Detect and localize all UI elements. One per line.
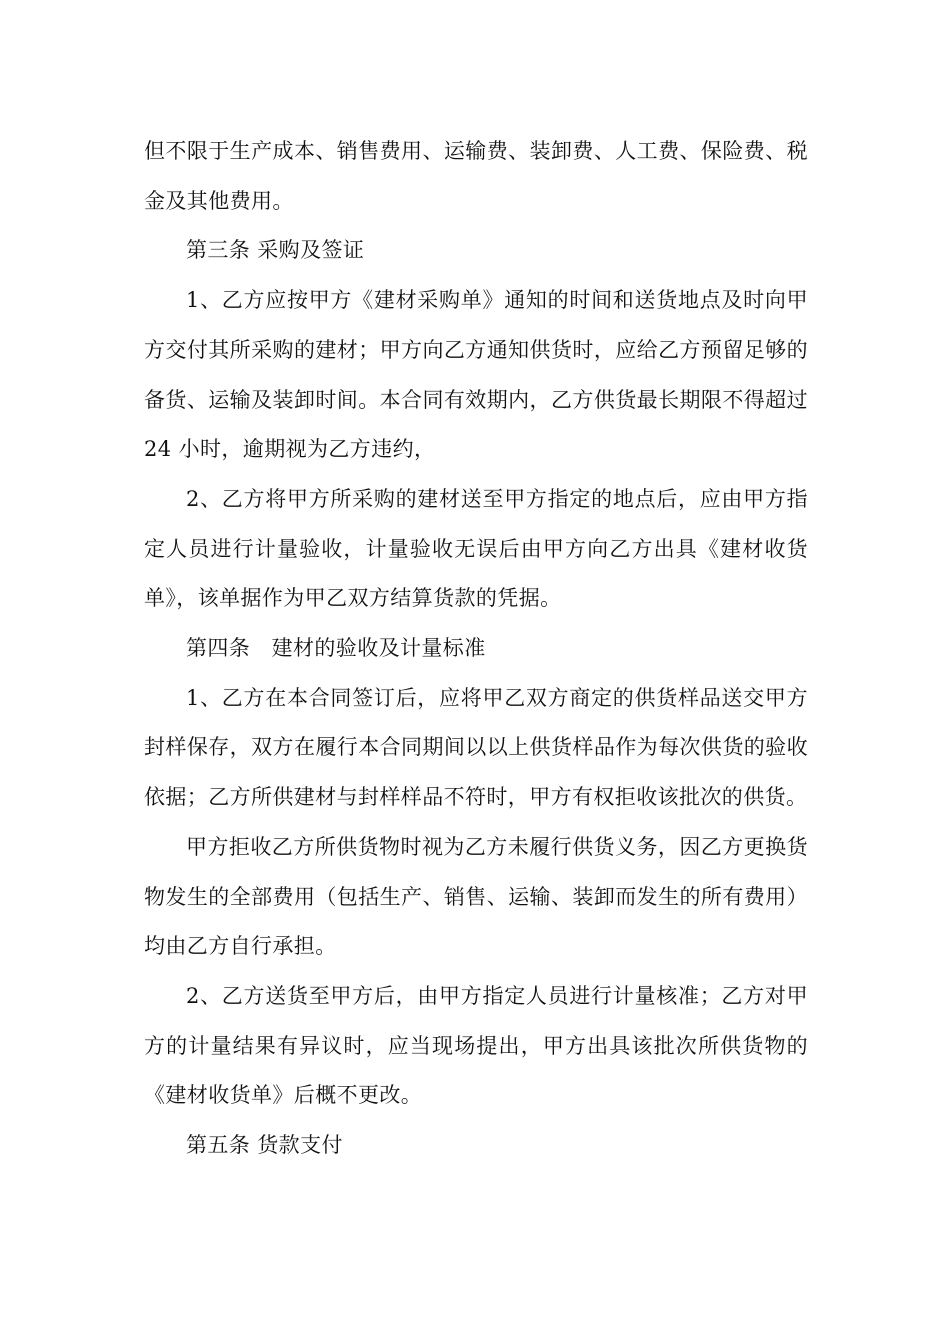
paragraph-3-2: 2、乙方将甲方所采购的建材送至甲方指定的地点后，应由甲方指定人员进行计量验收，计量验收无误后由甲方向乙方出具《建材收货单》，该单据作为甲乙双方结算货款的凭据。	[144, 486, 808, 611]
document-body	[144, 127, 808, 1171]
article-heading-3: 第三条 采购及签证	[186, 238, 365, 263]
paragraph-3-1: 1、乙方应按甲方《建材采购单》通知的时间和送货地点及时向甲方交付其所采购的建材；甲方向乙方通知供货时，应给乙方预留足够的备货、运输及装卸时间。本合同有效期内，乙方供货最长期限不得超过 24 小时，逾期视为乙方违约，	[144, 288, 808, 462]
paragraph-continuation: 但不限于生产成本、销售费用、运输费、装卸费、人工费、保险费、税金及其他费用。	[144, 139, 808, 213]
article-heading-4: 第四条 建材的验收及计量标准	[186, 636, 486, 661]
paragraph-4-2: 2、乙方送货至甲方后，由甲方指定人员进行计量核准；乙方对甲方的计量结果有异议时，应当现场提出，甲方出具该批次所供货物的《建材收货单》后概不更改。	[144, 983, 808, 1108]
paragraph-4-1: 1、乙方在本合同签订后，应将甲乙双方商定的供货样品送交甲方封样保存，双方在履行本合同期间以以上供货样品作为每次供货的验收依据；乙方所供建材与封样样品不符时，甲方有权拒收该批次的供货。	[144, 685, 808, 810]
article-heading-5: 第五条 货款支付	[186, 1133, 343, 1158]
paragraph-4-1-rejection: 甲方拒收乙方所供货物时视为乙方未履行供货义务，因乙方更换货物发生的全部费用（包括生产、销售、运输、装卸而发生的所有费用）均由乙方自行承担。	[144, 834, 808, 959]
